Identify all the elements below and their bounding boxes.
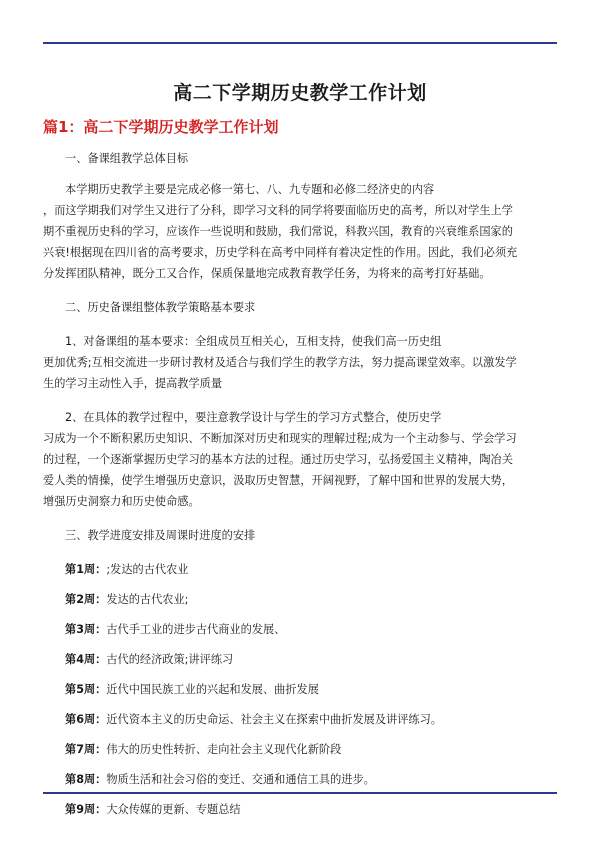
section-heading-2: 二、历史备课组整体教学策略基本要求 [65, 301, 256, 314]
week-item [43, 559, 563, 580]
text-line: 1、对备课组的基本要求：全组成员互相关心，互相支持，使我们高一历史组 [65, 335, 442, 348]
week-content: 物质生活和社会习俗的变迁、交通和通信工具的进步。 [106, 773, 375, 786]
bottom-rule [43, 792, 557, 794]
section-heading-1: 一、备课组教学总体目标 [65, 152, 189, 165]
paragraph-process [43, 407, 563, 512]
week-content: 伟大的历史性转折、走向社会主义现代化新阶段 [106, 743, 342, 756]
text-line: 更加优秀;互相交流进一步研讨教材及适合与我们学生的教学方法，努力提高课堂效率。以激发学 [43, 356, 517, 369]
text-line: 习成为一个不断积累历史知识、不断加深对历史和现实的理解过程;成为一个主动参与、学会学习 [43, 432, 517, 445]
week-item [43, 799, 563, 820]
week-content: 近代资本主义的历史命运、社会主义在探索中曲折发展及讲评练习。 [106, 713, 442, 726]
text-line: 分发挥团队精神，既分工又合作，保质保量地完成教育教学任务，为将来的高考打好基础。 [43, 267, 491, 280]
week-content: 古代手工业的进步古代商业的发展、 [106, 623, 286, 636]
week-label: 第6周： [65, 713, 107, 726]
week-item [43, 769, 563, 790]
week-label: 第2周： [65, 593, 107, 606]
week-label: 第3周： [65, 623, 107, 636]
text-line: 兴衰!根据现在四川省的高考要求，历史学科在高考中同样有着决定性的作用。因此，我们必须充 [43, 246, 518, 259]
week-content: ;发达的古代农业 [106, 563, 189, 576]
week-label: 第9周： [65, 803, 107, 816]
week-content: 近代中国民族工业的兴起和发展、曲折发展 [106, 683, 319, 696]
article-subtitle: 篇1：高二下学期历史教学工作计划 [43, 118, 279, 136]
week-label: 第8周： [65, 773, 107, 786]
week-content: 古代的经济政策;讲评练习 [106, 653, 234, 666]
text-line: 生的学习主动性入手，提高教学质量 [43, 377, 223, 390]
week-schedule [43, 559, 563, 820]
text-line: 的过程，一个逐渐掌握历史学习的基本方法的过程。通过历史学习，弘扬爱国主义精神，陶冶关 [43, 453, 513, 466]
paragraph-requirements [43, 331, 563, 394]
week-item [43, 739, 563, 760]
text-line: 增强历史洞察力和历史使命感。 [43, 495, 200, 508]
text-line: 爱人类的情操，使学生增强历史意识，汲取历史智慧，开阔视野，了解中国和世界的发展大势， [43, 474, 513, 487]
week-label: 第1周： [65, 563, 107, 576]
text-line: 2、在具体的教学过程中，要注意教学设计与学生的学习方式整合，使历史学 [65, 411, 442, 424]
week-item [43, 619, 563, 640]
week-item [43, 589, 563, 610]
top-rule [43, 42, 557, 44]
document-body [43, 148, 563, 820]
paragraph-goals [43, 179, 563, 284]
section-heading-3: 三、教学进度安排及周课时进度的安排 [65, 529, 256, 542]
week-content: 大众传媒的更新、专题总结 [106, 803, 241, 816]
week-label: 第7周： [65, 743, 107, 756]
week-item [43, 649, 563, 670]
text-line: 期不重视历史科的学习，应该作一些说明和鼓励，我们常说，科教兴国，教育的兴衰维系国家的 [43, 225, 513, 238]
week-label: 第5周： [65, 683, 107, 696]
page-title: 高二下学期历史教学工作计划 [173, 82, 427, 104]
week-content: 发达的古代农业; [106, 593, 189, 606]
week-item [43, 679, 563, 700]
week-label: 第4周： [65, 653, 107, 666]
text-line: ，而这学期我们对学生又进行了分科，即学习文科的同学将要面临历史的高考，所以对学生上学 [43, 204, 513, 217]
week-item [43, 709, 563, 730]
text-line: 本学期历史教学主要是完成必修一第七、八、九专题和必修二经济史的内容 [65, 183, 435, 196]
